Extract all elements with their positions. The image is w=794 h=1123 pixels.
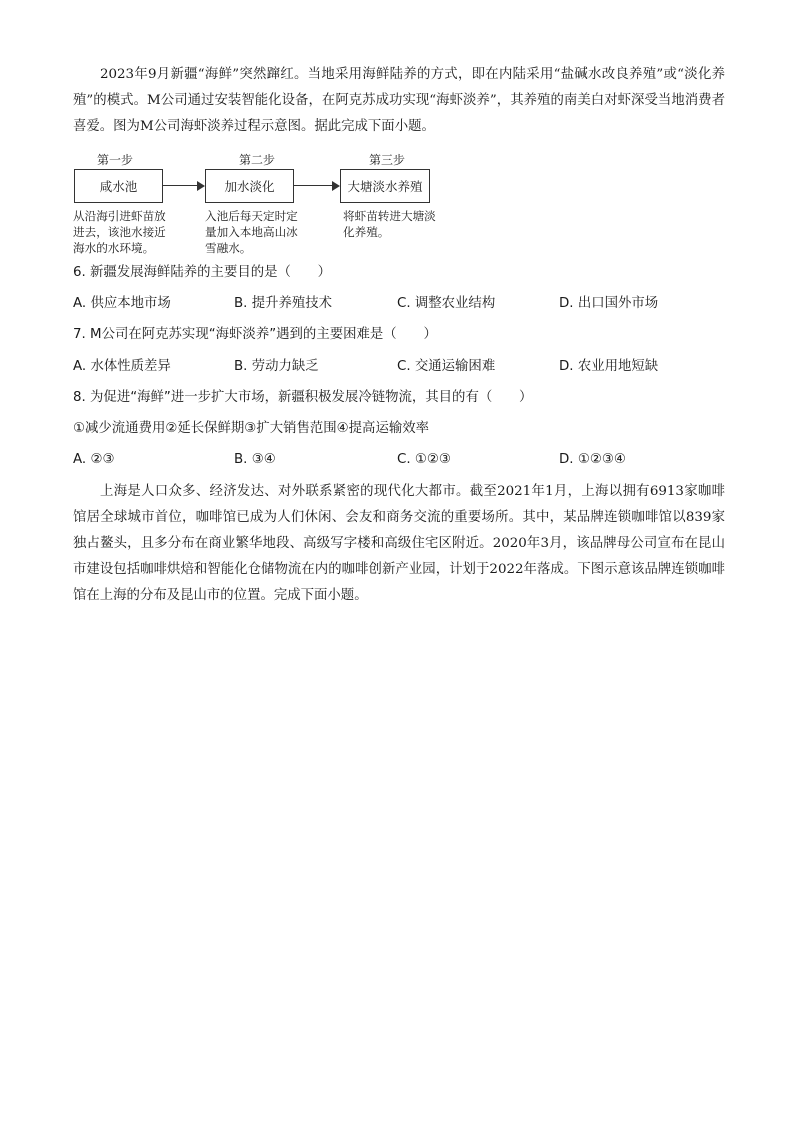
step-1-label: 第一步: [97, 153, 134, 167]
step-1-note: 从沿海引进虾苗放进去，该池水接近海水的水环境。: [73, 209, 166, 255]
q7-option-b: B. 劳动力缺乏: [234, 359, 319, 374]
q6-option-a: A. 供应本地市场: [73, 296, 171, 311]
q6-option-b: B. 提升养殖技术: [234, 296, 333, 311]
step-2-label: 第二步: [239, 153, 276, 167]
question-8: 8. 为促进“海鲜”进一步扩大市场，新疆积极发展冷链物流，其目的有（ ）: [73, 390, 533, 405]
shrimp-farming-flowchart: [0, 0, 794, 255]
step-1-box: 咸水池: [74, 169, 163, 203]
step-3-note: 将虾苗转进大塘淡化养殖。: [343, 209, 436, 239]
q6-option-c: C. 调整农业结构: [397, 296, 496, 311]
q7-option-a: A. 水体性质差异: [73, 359, 171, 374]
q6-option-d: D. 出口国外市场: [559, 296, 659, 311]
arrow-right-icon: [294, 181, 340, 191]
q8-option-a: A. ②③: [73, 452, 115, 467]
step-2-box: 加水淡化: [205, 169, 294, 203]
question-6: 6. 新疆发展海鲜陆养的主要目的是（ ）: [73, 265, 332, 280]
intro-passage-coffee: 上海是人口众多、经济发达、对外联系紧密的现代化大都市。截至2021年1月，上海以拥有6913家咖啡馆居全球城市首位，咖啡馆已成为人们休闲、会友和商务交流的重要场所。其中，某品牌连锁咖啡馆以839家独占鳌头，且多分布在商业繁华地段、高级写字楼和高级住宅区附近。2020年3月，该品牌母公司宣布在昆山市建设包括咖啡烘焙和智能化仓储物流在内的咖啡创新产业园，计划于2022年落成。下图示意该品牌连锁咖啡馆在上海的分布及昆山市的位置。完成下面小题。: [73, 484, 725, 603]
q7-option-c: C. 交通运输困难: [397, 359, 496, 374]
arrow-right-icon: [163, 181, 205, 191]
step-3-label: 第三步: [369, 153, 406, 167]
q8-option-b: B. ③④: [234, 452, 276, 467]
question-7: 7. M公司在阿克苏实现“海虾淡养”遇到的主要困难是（ ）: [73, 327, 437, 342]
question-8-statements: ①减少流通费用②延长保鲜期③扩大销售范围④提高运输效率: [73, 421, 430, 436]
q7-option-d: D. 农业用地短缺: [559, 359, 659, 374]
step-3-box: 大塘淡水养殖: [340, 169, 430, 203]
intro-passage-seafood: 2023年9月新疆“海鲜”突然蹿红。当地采用海鲜陆养的方式，即在内陆采用“盐碱水改良养殖”或“淡化养殖”的模式。M公司通过安装智能化设备，在阿克苏成功实现“海虾淡养”，其养殖的南美白对虾深受当地消费者喜爱。图为M公司海虾淡养过程示意图。据此完成下面小题。: [73, 67, 725, 134]
step-2-note: 入池后每天定时定量加入本地高山冰雪融水。: [205, 209, 298, 255]
q8-option-c: C. ①②③: [397, 452, 451, 467]
q8-option-d: D. ①②③④: [559, 452, 626, 467]
